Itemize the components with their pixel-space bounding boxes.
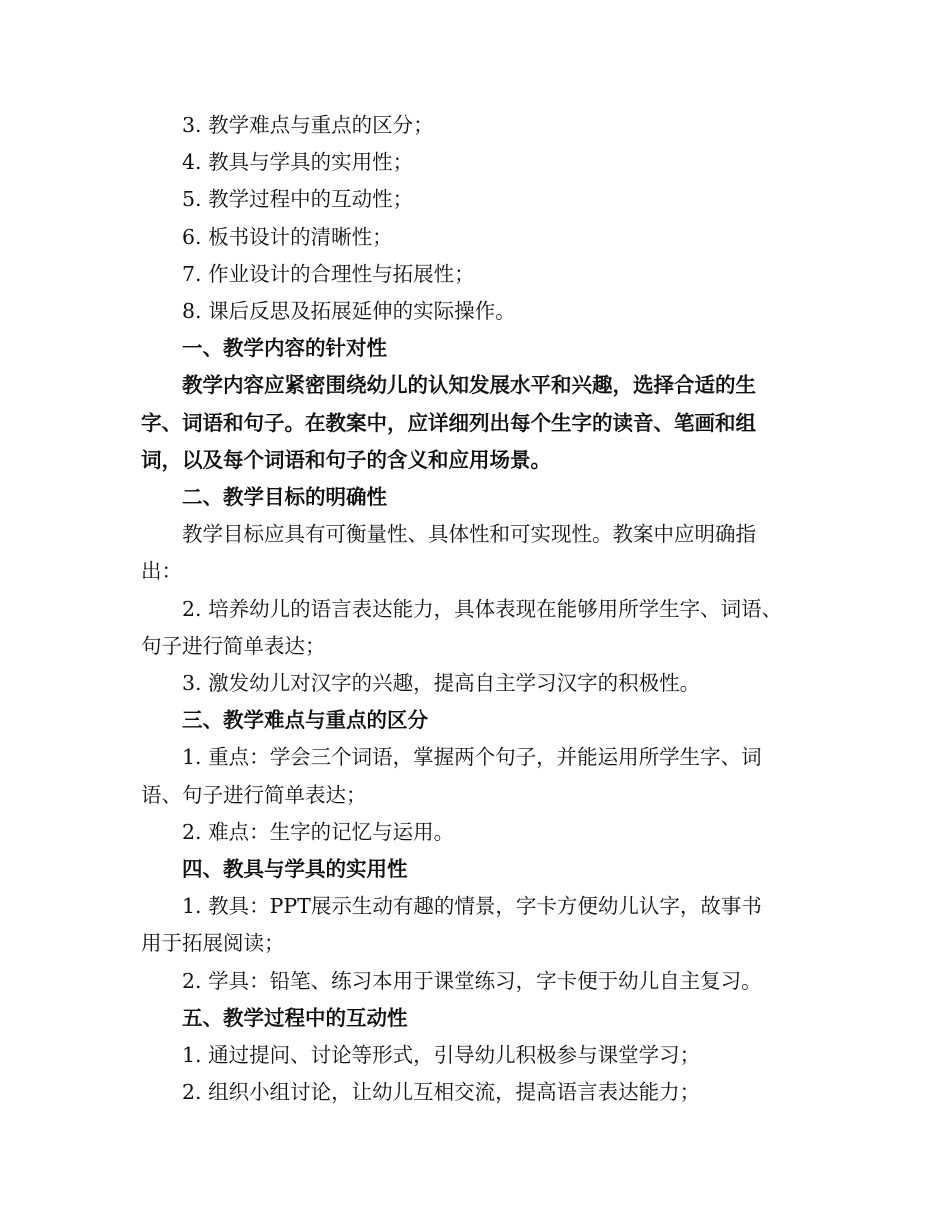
section-heading-4: 四、教具与学具的实用性 bbox=[182, 857, 408, 882]
paragraph-line: 出： bbox=[141, 559, 182, 584]
section-heading-5: 五、教学过程中的互动性 bbox=[182, 1005, 408, 1030]
paragraph-line: 教学目标应具有可衡量性、具体性和可实现性。教案中应明确指 bbox=[182, 522, 756, 547]
list-item: 6. 板书设计的清晰性； bbox=[182, 224, 393, 249]
list-item: 8. 课后反思及拓展延伸的实际操作。 bbox=[182, 299, 516, 324]
paragraph-line: 教学内容应紧密围绕幼儿的认知发展水平和兴趣，选择合适的生 bbox=[182, 373, 756, 398]
document-body bbox=[141, 107, 821, 1111]
list-item-continuation: 句子进行简单表达； bbox=[141, 633, 326, 658]
list-item: 1. 教具：PPT展示生动有趣的情景，字卡方便幼儿认字，故事书 bbox=[182, 894, 762, 919]
list-item-continuation: 用于拓展阅读； bbox=[141, 931, 285, 956]
list-item-continuation: 语、句子进行简单表达； bbox=[141, 782, 367, 807]
list-item: 4. 教具与学具的实用性； bbox=[182, 150, 414, 175]
list-item: 1. 重点：学会三个词语，掌握两个句子，并能运用所学生字、词 bbox=[182, 745, 762, 770]
list-item: 3. 教学难点与重点的区分； bbox=[182, 113, 434, 137]
paragraph-line: 字、词语和句子。在教案中，应详细列出每个生字的读音、笔画和组 bbox=[141, 410, 756, 435]
list-item: 2. 学具：铅笔、练习本用于课堂练习，字卡便于幼儿自主复习。 bbox=[182, 968, 762, 993]
list-item: 2. 培养幼儿的语言表达能力，具体表现在能够用所学生字、词语、 bbox=[182, 596, 783, 621]
section-heading-1: 一、教学内容的针对性 bbox=[182, 336, 387, 361]
paragraph-line: 词，以及每个词语和句子的含义和应用场景。 bbox=[141, 447, 551, 472]
section-heading-3: 三、教学难点与重点的区分 bbox=[182, 708, 428, 733]
list-item: 7. 作业设计的合理性与拓展性； bbox=[182, 261, 475, 286]
list-item: 2. 组织小组讨论，让幼儿互相交流，提高语言表达能力； bbox=[182, 1080, 701, 1105]
section-heading-2: 二、教学目标的明确性 bbox=[182, 485, 387, 510]
list-item: 3. 激发幼儿对汉字的兴趣，提高自主学习汉字的积极性。 bbox=[182, 671, 701, 696]
list-item: 1. 通过提问、讨论等形式，引导幼儿积极参与课堂学习； bbox=[182, 1043, 701, 1068]
list-item: 5. 教学过程中的互动性； bbox=[182, 187, 414, 212]
list-item: 2. 难点：生字的记忆与运用。 bbox=[182, 819, 455, 844]
